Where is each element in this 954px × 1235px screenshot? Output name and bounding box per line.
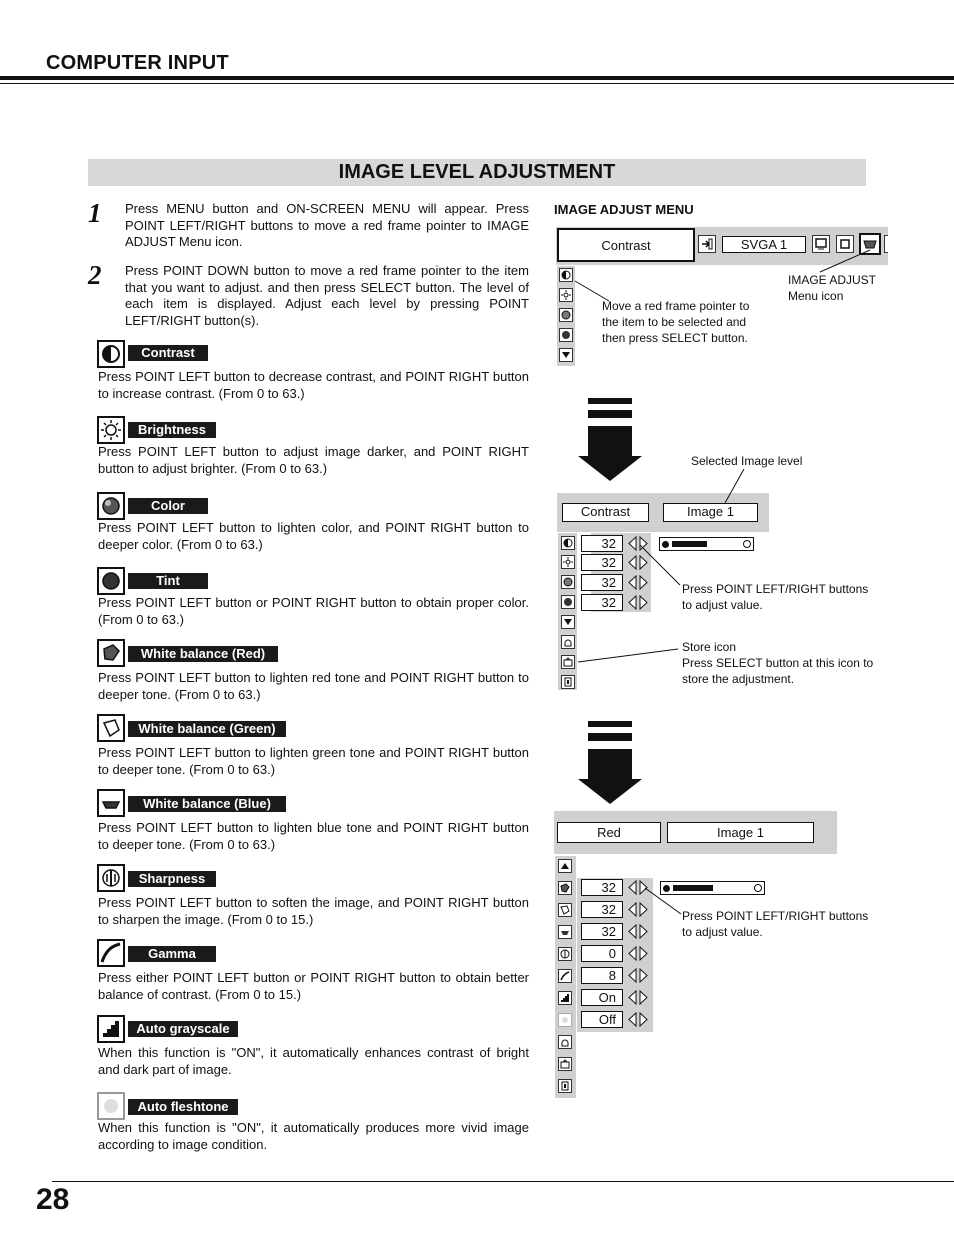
- brightness-label: Brightness: [128, 422, 216, 438]
- menu2-value-tint[interactable]: 32: [581, 594, 623, 611]
- white-balance-blue-icon: [97, 789, 125, 817]
- step-2-number: 2: [88, 260, 102, 290]
- header-rule-thick: [0, 76, 954, 80]
- brightness-desc: Press POINT LEFT button to adjust image darker, and POINT RIGHT button to adjust brighter. (From 0 to 63.): [98, 444, 529, 476]
- note-image-adjust-icon: IMAGE ADJUST Menu icon: [788, 273, 877, 303]
- slider-max-dot: [743, 540, 751, 548]
- slider-fill: [673, 885, 713, 891]
- menu3-store-icon[interactable]: [558, 1057, 572, 1071]
- step-1-text: Press MENU button and ON-SCREEN MENU will appear. Press POINT LEFT/RIGHT buttons to move a red frame pointer to IMAGE ADJUST Menu icon.: [125, 201, 529, 249]
- menu2-value-brightness[interactable]: 32: [581, 554, 623, 571]
- auto-grayscale-label: Auto grayscale: [128, 1021, 238, 1037]
- menu2-level-slider[interactable]: [659, 537, 754, 551]
- menu2-left-right-arrows-icon[interactable]: [628, 595, 648, 610]
- menu2-left-right-arrows-icon[interactable]: [628, 555, 648, 570]
- menu-item-contrast[interactable]: Contrast: [557, 228, 695, 262]
- menu3-wb-green-icon[interactable]: [558, 903, 572, 917]
- input-icon[interactable]: [698, 235, 716, 253]
- menu1-color-icon[interactable]: [559, 308, 573, 322]
- menu2-contrast-icon[interactable]: [561, 536, 575, 550]
- menu2-tint-icon[interactable]: [561, 595, 575, 609]
- sharpness-desc: Press POINT LEFT button to soften the image, and POINT RIGHT button to sharpen the image. (From 0 to 15.): [98, 895, 529, 927]
- note-move-pointer: Move a red frame pointer to the item to be selected and then press SELECT button.: [602, 299, 750, 345]
- slider-max-dot: [754, 884, 762, 892]
- menu3-image-level: Image 1: [667, 822, 814, 843]
- step-1-number: 1: [88, 198, 102, 228]
- sharpness-icon: [97, 864, 125, 892]
- menu-overflow-edge: [884, 235, 888, 253]
- slider-min-dot: [663, 885, 670, 892]
- menu3-item-red: Red: [557, 822, 661, 843]
- menu3-wb-blue-icon[interactable]: [558, 925, 572, 939]
- white-balance-red-desc: Press POINT LEFT button to lighten red tone and POINT RIGHT button to deeper tone. (From 0 to 63.): [98, 670, 529, 702]
- white-balance-blue-desc: Press POINT LEFT button to lighten blue tone and POINT RIGHT button to deeper tone. (From 0 to 63.): [98, 820, 529, 852]
- menu3-left-right-arrows-icon[interactable]: [628, 968, 648, 983]
- leader-store-icon: [578, 649, 678, 662]
- color-label: Color: [128, 498, 208, 514]
- menu1-brightness-icon[interactable]: [559, 288, 573, 302]
- down-arrow-2-icon: [578, 721, 644, 805]
- screen-icon[interactable]: [836, 235, 854, 253]
- auto-grayscale-icon: [97, 1015, 125, 1043]
- menu1-scroll-down-icon[interactable]: [559, 348, 573, 362]
- sharpness-label: Sharpness: [128, 871, 216, 887]
- tint-label: Tint: [128, 573, 208, 589]
- menu3-value-red[interactable]: 32: [581, 879, 623, 896]
- white-balance-blue-label: White balance (Blue): [128, 796, 286, 812]
- menu3-value-sharpness[interactable]: 0: [581, 945, 623, 962]
- tint-desc: Press POINT LEFT button or POINT RIGHT button to obtain proper color. (From 0 to 63.): [98, 595, 529, 627]
- note-store-icon: Store icon Press SELECT button at this icon to store the adjustment.: [682, 640, 874, 686]
- menu2-image-level: Image 1: [663, 503, 758, 522]
- menu2-quit-icon[interactable]: [561, 675, 575, 689]
- menu2-left-right-arrows-icon[interactable]: [628, 536, 648, 551]
- page-title: IMAGE LEVEL ADJUSTMENT: [88, 159, 866, 186]
- color-desc: Press POINT LEFT button to lighten color, and POINT RIGHT button to deeper color. (From 0 to 63.): [98, 520, 529, 552]
- footer-rule: [52, 1181, 954, 1182]
- header-rule-thin: [0, 83, 954, 84]
- contrast-desc: Press POINT LEFT button to decrease contrast, and POINT RIGHT button to increase contrast. (From 0 to 63.): [98, 369, 529, 401]
- mode-display: SVGA 1: [722, 236, 806, 253]
- slider-min-dot: [662, 541, 669, 548]
- image-adjust-menu-icon[interactable]: [859, 233, 881, 255]
- menu3-left-right-arrows-icon[interactable]: [628, 880, 648, 895]
- menu3-left-right-arrows-icon[interactable]: [628, 1012, 648, 1027]
- gamma-icon: [97, 939, 125, 967]
- down-arrow-1-icon: [578, 398, 644, 482]
- white-balance-red-label: White balance (Red): [128, 646, 278, 662]
- menu3-left-right-arrows-icon[interactable]: [628, 946, 648, 961]
- monitor-icon[interactable]: [812, 235, 830, 253]
- menu2-scroll-down-icon[interactable]: [561, 615, 575, 629]
- auto-grayscale-desc: When this function is "ON", it automatically enhances contrast of bright and dark part of image.: [98, 1045, 529, 1077]
- slider-fill: [672, 541, 707, 547]
- contrast-label: Contrast: [128, 345, 208, 361]
- menu2-value-contrast[interactable]: 32: [581, 535, 623, 552]
- menu3-scroll-up-icon[interactable]: [558, 859, 572, 873]
- image-adjust-menu-title: IMAGE ADJUST MENU: [554, 202, 694, 217]
- note-adjust-value-1: Press POINT LEFT/RIGHT buttons to adjust value.: [682, 582, 869, 612]
- auto-fleshtone-label: Auto fleshtone: [128, 1099, 238, 1115]
- gamma-label: Gamma: [128, 946, 216, 962]
- step-2-text: Press POINT DOWN button to move a red frame pointer to the item that you want to adjust. and then press SELECT button. The level of each item is displayed. Adjust each level by pressing POINT LEFT/RIGHT button(s).: [125, 263, 529, 328]
- menu3-value-blue[interactable]: 32: [581, 923, 623, 940]
- page-number: 28: [36, 1183, 70, 1216]
- white-balance-green-desc: Press POINT LEFT button to lighten green tone and POINT RIGHT button to deeper tone. (From 0 to 63.): [98, 745, 529, 777]
- auto-fleshtone-icon: [97, 1092, 125, 1120]
- contrast-icon: [97, 340, 125, 368]
- menu3-value-auto-grayscale[interactable]: On: [581, 989, 623, 1006]
- auto-fleshtone-desc: When this function is "ON", it automatically produces more vivid image according to image condition.: [98, 1120, 529, 1152]
- menu3-gamma-icon[interactable]: [558, 969, 572, 983]
- menu3-sharpness-icon[interactable]: [558, 947, 572, 961]
- menu2-store-icon[interactable]: [561, 655, 575, 669]
- menu3-left-right-arrows-icon[interactable]: [628, 902, 648, 917]
- menu3-auto-fleshtone-icon[interactable]: [558, 1013, 572, 1027]
- menu3-value-gamma[interactable]: 8: [581, 967, 623, 984]
- menu2-item-contrast: Contrast: [562, 503, 649, 522]
- note-selected-level: Selected Image level: [691, 454, 803, 468]
- menu3-value-auto-fleshtone[interactable]: Off: [581, 1011, 623, 1028]
- menu2-value-color[interactable]: 32: [581, 574, 623, 591]
- menu2-color-icon[interactable]: [561, 575, 575, 589]
- menu1-contrast-icon[interactable]: [559, 268, 573, 282]
- menu3-auto-grayscale-icon[interactable]: [558, 991, 572, 1005]
- tint-icon: [97, 567, 125, 595]
- note-adjust-value-2: Press POINT LEFT/RIGHT buttons to adjust value.: [682, 909, 869, 939]
- menu3-value-green[interactable]: 32: [581, 901, 623, 918]
- white-balance-red-icon: [97, 639, 125, 667]
- menu3-quit-icon[interactable]: [558, 1079, 572, 1093]
- gamma-desc: Press either POINT LEFT button or POINT RIGHT button to obtain better balance of contrast. (From 0 to 15.): [98, 970, 529, 1002]
- white-balance-green-icon: [97, 714, 125, 742]
- menu3-left-right-arrows-icon[interactable]: [628, 990, 648, 1005]
- section-title: COMPUTER INPUT: [46, 52, 229, 74]
- menu3-reset-icon[interactable]: [558, 1035, 572, 1049]
- menu1-tint-icon[interactable]: [559, 328, 573, 342]
- brightness-icon: [97, 416, 125, 444]
- menu2-brightness-icon[interactable]: [561, 555, 575, 569]
- menu2-reset-icon[interactable]: [561, 635, 575, 649]
- color-icon: [97, 492, 125, 520]
- menu3-level-slider[interactable]: [660, 881, 765, 895]
- menu3-left-right-arrows-icon[interactable]: [628, 924, 648, 939]
- white-balance-green-label: White balance (Green): [128, 721, 286, 737]
- menu2-left-right-arrows-icon[interactable]: [628, 575, 648, 590]
- menu3-wb-red-icon[interactable]: [558, 881, 572, 895]
